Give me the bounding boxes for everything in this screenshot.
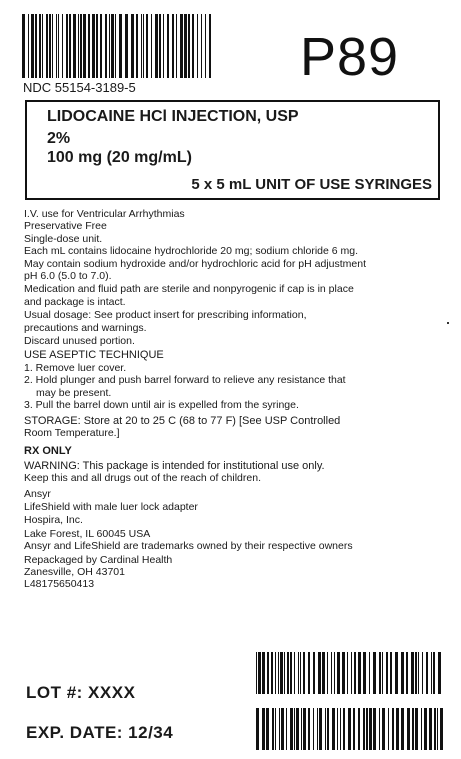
barcode-bar xyxy=(66,14,68,78)
barcode-bar xyxy=(431,652,432,694)
barcode-bar xyxy=(303,708,306,750)
barcode-bar xyxy=(180,14,183,78)
barcode-bar xyxy=(308,652,310,694)
barcode-bar xyxy=(280,652,283,694)
barcode-bar xyxy=(406,652,408,694)
barcode-bar xyxy=(167,14,169,78)
barcode-bar xyxy=(313,708,314,750)
barcode-bar xyxy=(131,14,134,78)
barcode-bar xyxy=(46,14,48,78)
barcode-bar xyxy=(347,652,348,694)
manufacturer-line: Zanesville, OH 43701 xyxy=(24,565,125,578)
body-line: precautions and warnings. xyxy=(24,321,147,334)
strength-percent: 2% xyxy=(47,130,71,147)
manufacturer-line: Repackaged by Cardinal Health xyxy=(24,553,173,566)
product-code: P89 xyxy=(300,27,400,87)
barcode-bar xyxy=(415,652,417,694)
barcode-bar xyxy=(52,14,53,78)
barcode-bar xyxy=(151,14,152,78)
manufacturer-line: L48175650413 xyxy=(24,578,95,591)
barcode-bar xyxy=(388,708,389,750)
barcode-bar xyxy=(286,708,287,750)
barcode-bar xyxy=(334,652,335,694)
barcode-bar xyxy=(382,708,385,750)
barcode-bar xyxy=(433,652,435,694)
manufacturer-line: Ansyr xyxy=(24,487,51,500)
barcode-bar xyxy=(262,652,265,694)
barcode-bar xyxy=(159,14,161,78)
body-line: Discard unused portion. xyxy=(24,335,135,348)
product-name: LIDOCAINE HCl INJECTION, USP xyxy=(47,108,299,125)
barcode-bar xyxy=(422,652,423,694)
strength-mg: 100 mg (20 mg/mL) xyxy=(47,149,192,166)
barcode-bar xyxy=(284,652,285,694)
barcode-bar xyxy=(358,708,360,750)
warning-line: Keep this and all drugs out of the reach of children. xyxy=(24,472,261,485)
barcode-bar xyxy=(318,652,321,694)
barcode-bar xyxy=(119,14,122,78)
aseptic-heading: USE ASEPTIC TECHNIQUE xyxy=(24,349,164,362)
stray-mark xyxy=(447,322,449,324)
barcode-bar xyxy=(172,14,174,78)
barcode-bar xyxy=(401,708,404,750)
barcode-bar xyxy=(348,708,351,750)
barcode-bar xyxy=(313,652,315,694)
barcode-bar xyxy=(92,14,95,78)
barcode-bar xyxy=(415,708,418,750)
barcode-bar xyxy=(279,708,280,750)
barcode-bar xyxy=(332,708,335,750)
manufacturer-line: Hospira, Inc. xyxy=(24,514,83,527)
barcode-bar xyxy=(31,14,34,78)
barcode-bar xyxy=(184,14,187,78)
barcode-bar xyxy=(192,14,194,78)
barcode-bar xyxy=(39,14,41,78)
barcode-bar xyxy=(401,652,404,694)
barcode-bar xyxy=(303,652,305,694)
barcode-bar xyxy=(342,652,345,694)
body-line: and package is intact. xyxy=(24,295,126,308)
barcode-bar xyxy=(325,708,326,750)
exp-barcode xyxy=(256,708,444,750)
barcode-bar xyxy=(429,708,432,750)
barcode-bar xyxy=(438,652,441,694)
barcode-bar xyxy=(69,14,71,78)
barcode-bar xyxy=(382,652,383,694)
storage-line: STORAGE: Store at 20 to 25 C (68 to 77 F) [See USP Controlled xyxy=(24,414,341,427)
top-barcode xyxy=(22,14,212,78)
barcode-bar xyxy=(275,708,276,750)
barcode-bar xyxy=(327,708,329,750)
barcode-bar xyxy=(308,708,310,750)
barcode-bar xyxy=(271,652,273,694)
expiration-date: EXP. DATE: 12/34 xyxy=(26,723,174,742)
barcode-bar xyxy=(424,708,427,750)
label-body xyxy=(24,208,434,591)
barcode-bar xyxy=(56,14,57,78)
product-title-box xyxy=(25,100,440,200)
barcode-bar xyxy=(258,652,261,694)
barcode-bar xyxy=(281,708,284,750)
barcode-bar xyxy=(115,14,116,78)
barcode-bar xyxy=(275,652,276,694)
barcode-bar xyxy=(319,708,322,750)
barcode-bar xyxy=(412,708,414,750)
barcode-bar xyxy=(290,708,293,750)
lot-number: LOT #: XXXX xyxy=(26,683,136,702)
barcode-bar xyxy=(146,14,148,78)
barcode-bar xyxy=(369,708,372,750)
barcode-bar xyxy=(125,14,128,78)
barcode-bar xyxy=(411,652,414,694)
barcode-bar xyxy=(353,708,355,750)
barcode-bar xyxy=(287,652,289,694)
barcode-bar xyxy=(28,14,29,78)
barcode-bar xyxy=(49,14,51,78)
barcode-bar xyxy=(331,652,332,694)
barcode-bar xyxy=(373,652,376,694)
barcode-bar xyxy=(73,14,76,78)
manufacturer-line: LifeShield with male luer lock adapter xyxy=(24,500,198,513)
barcode-bar xyxy=(392,708,394,750)
barcode-bar xyxy=(78,14,79,78)
barcode-bar xyxy=(176,14,177,78)
barcode-bar xyxy=(80,14,82,78)
barcode-bar xyxy=(163,14,164,78)
barcode-bar xyxy=(434,708,436,750)
barcode-bar xyxy=(58,14,59,78)
barcode-bar xyxy=(197,14,198,78)
warning-line: WARNING: This package is intended for institutional use only. xyxy=(24,459,325,472)
barcode-bar xyxy=(337,652,340,694)
body-line: pH 6.0 (5.0 to 7.0). xyxy=(24,270,112,283)
barcode-bar xyxy=(209,14,211,78)
barcode-bar xyxy=(143,14,144,78)
barcode-bar xyxy=(373,708,376,750)
barcode-bar xyxy=(141,14,142,78)
barcode-bar xyxy=(96,14,98,78)
barcode-bar xyxy=(407,708,410,750)
barcode-bar xyxy=(366,708,368,750)
barcode-bar xyxy=(256,652,257,694)
barcode-bar xyxy=(88,14,90,78)
body-line: Usual dosage: See product insert for prescribing information, xyxy=(24,309,307,322)
barcode-bar xyxy=(272,708,274,750)
body-line: May contain sodium hydroxide and/or hydrochloric acid for pH adjustment xyxy=(24,257,367,270)
body-line: Single-dose unit. xyxy=(24,232,103,245)
barcode-bar xyxy=(111,14,114,78)
barcode-bar xyxy=(369,652,370,694)
barcode-bar xyxy=(327,652,328,694)
barcode-bar xyxy=(290,652,292,694)
body-line: I.V. use for Ventricular Arrhythmias xyxy=(24,208,185,220)
barcode-bar xyxy=(363,708,365,750)
barcode-bar xyxy=(363,652,366,694)
lot-barcode xyxy=(256,652,444,694)
barcode-bar xyxy=(437,708,438,750)
barcode-bar xyxy=(337,708,338,750)
barcode-bar xyxy=(395,652,398,694)
barcode-bar xyxy=(396,708,399,750)
barcode-bar xyxy=(317,708,318,750)
barcode-bar xyxy=(205,14,206,78)
barcode-bar xyxy=(340,708,341,750)
barcode-bar xyxy=(100,14,102,78)
aseptic-step: 3. Pull the barrel down until air is expelled from the syringe. xyxy=(24,399,299,412)
barcode-bar xyxy=(294,708,295,750)
barcode-bar xyxy=(188,14,190,78)
barcode-bar xyxy=(155,14,158,78)
barcode-bar xyxy=(386,652,388,694)
barcode-bar xyxy=(421,708,422,750)
barcode-bar xyxy=(379,652,381,694)
barcode-bar xyxy=(105,14,107,78)
rx-only: RX ONLY xyxy=(24,445,72,458)
barcode-bar xyxy=(62,14,63,78)
barcode-bar xyxy=(440,708,443,750)
aseptic-step: 2. Hold plunger and push barrel forward to relieve any resistance that xyxy=(24,374,346,387)
aseptic-step: may be present. xyxy=(36,386,112,399)
barcode-bar xyxy=(256,708,259,750)
ndc-number: NDC 55154-3189-5 xyxy=(23,80,136,95)
barcode-bar xyxy=(296,708,299,750)
storage-line: Room Temperature.] xyxy=(24,426,120,439)
barcode-bar xyxy=(278,652,279,694)
barcode-bar xyxy=(22,14,25,78)
barcode-bar xyxy=(379,708,380,750)
manufacturer-line: Lake Forest, IL 60045 USA xyxy=(24,527,151,540)
barcode-bar xyxy=(294,652,295,694)
barcode-bar xyxy=(354,652,356,694)
barcode-bar xyxy=(322,652,325,694)
barcode-bar xyxy=(35,14,37,78)
barcode-bar xyxy=(136,14,138,78)
barcode-bar xyxy=(418,652,419,694)
barcode-bar xyxy=(262,708,265,750)
barcode-bar xyxy=(42,14,43,78)
package-description: 5 x 5 mL UNIT OF USE SYRINGES xyxy=(191,176,432,193)
barcode-bar xyxy=(298,652,299,694)
barcode-bar xyxy=(267,652,269,694)
barcode-bar xyxy=(300,652,301,694)
barcode-bar xyxy=(426,652,428,694)
barcode-bar xyxy=(301,708,302,750)
body-line: Preservative Free xyxy=(24,220,107,233)
barcode-bar xyxy=(266,708,269,750)
barcode-bar xyxy=(343,708,345,750)
barcode-bar xyxy=(83,14,86,78)
body-line: Medication and fluid path are sterile and nonpyrogenic if cap is in place xyxy=(24,283,354,296)
aseptic-step: 1. Remove luer cover. xyxy=(24,361,127,374)
manufacturer-line: Ansyr and LifeShield are trademarks owned by their respective owners xyxy=(24,540,353,553)
barcode-bar xyxy=(390,652,392,694)
barcode-bar xyxy=(201,14,202,78)
body-line: Each mL contains lidocaine hydrochloride 20 mg; sodium chloride 6 mg. xyxy=(24,245,359,258)
barcode-bar xyxy=(109,14,110,78)
barcode-bar xyxy=(351,652,352,694)
barcode-bar xyxy=(358,652,361,694)
